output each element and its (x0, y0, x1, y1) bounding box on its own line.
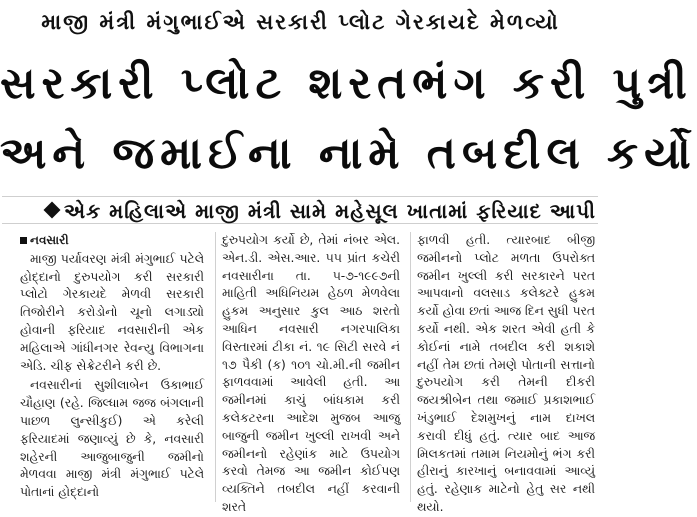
column-1 (20, 232, 204, 502)
column-3-paragraph-1: ફાળવી હતી. ત્યારબાદ બીજી જમીનનો પ્લોટ મળતા ઉપરોક્ત જમીન ખુલ્લી કરી સરકારને પરત આપવાનો વલસાડ કલેક્ટરે હુકમ કર્યો હોવા છતાં આજ દિન સુધી પરત કર્યો નથી. એક શરત એવી હતી કે કોઈનાં નામે તબદીલ કરી શકાશે નહીં તેમ છતાં તેમણે પોતાની સત્તાનો દુરુપયોગ કરી તેમની દીકરી જયશ્રીબેન તથા જમાઈ પ્રકાશભાઈ ખંડુભાઈ દેશમુખનું નામ દાખલ કરાવી દીધું હતું. ત્યાર બાદ આજ મિલકતમાં તમામ નિયમોનું ભંગ કરી હીરાનું કારખાનું બનાવવામાં આવ્યું હતું. રહેણાક માટેનો હેતુ સર નથી થયો. (417, 233, 595, 514)
dateline: નવસારી (20, 232, 69, 250)
column-1-paragraph-1: માજી પર્યાવરણ મંત્રી મંગુભાઈ પટેલે હોદ્દાનો દુરુપયોગ કરી સરકારી પ્લોટો ગેરકાયદે મેળવી સરકારી તિજોરીને કરોડોનો ચૂનો લગાડ્યો હોવાની ફરિયાદ નવસારીની એક મહિલાએ ગાંધીનગર રેવન્યુ વિભાગના એડિ. ચીફ સેક્રેટરીને કરી છે. (20, 251, 204, 373)
kicker-headline: માજી મંત્રી મંગુભાઈએ સરકારી પ્લોટ ગેરકાયદે મેળવ્યો (41, 10, 560, 34)
column-1-paragraph-2: નવસારીનાં સુશીલાબેન ઉકાભાઈ ચૌહાણ (રહે. જિલ્ધામ જજ બંગલાની પાછળ લુન્સીકુઈ) એ કરેલી ફરિયાદમાં જણાવ્યું છે કે, નવસારી શહેરની આજુબાજુની જમીનો મેળવવા માજી મંત્રી મંગુભાઈ પટેલે પોતાનાં હોદ્દાનો (20, 378, 204, 500)
subheadline-bar (2, 196, 598, 224)
article-body (20, 232, 595, 514)
main-headline-line-1: સરકારી પ્લોટ શરતભંગ કરી પુત્રી (0, 58, 693, 109)
column-2-paragraph-1: દુરુપયોગ કર્યો છે, તેમાં નંબર એલ. એન.ડી. એસ.આર. ૫૫ પ્રાંત કચેરી નવસારીના તા. ૫-૭-૧૯૯૭ની માહિતી અધિનિયમ હેઠળ મેળવેલા હુકમ અનુસાર કુલ આઠ શરતો આધિન નવસારી નગરપાલિકા વિસ્તારમાં ટીકા નં. ૧૯ સિટી સરવે નં ૧૭ પૈકી (ક) ૧૦૧ ચો.મી.ની જમીન ફાળવવામાં આવેલી હતી. આ જમીનમાં કાચું બાંધકામ કરી કલેકટરના આદેશ મુજબ આજુ બાજુની જમીન ખુલ્લી રાખવી અને જમીનનો રહેણાંક માટે ઉપયોગ કરવો તેમજ આ જમીન કોઈપણ વ્યક્તિને તબદીલ નહીં કરવાની શરતે (222, 233, 400, 514)
main-headline-line-2: અને જમાઈના નામે તબદીલ કર્યો (0, 128, 697, 179)
column-3 (410, 232, 595, 514)
diamond-bullet-icon (44, 202, 61, 219)
subheadline: એક મહિલાએ માજી મંત્રી સામે મહેસૂલ ખાતામાં ફરિયાદ આપી (64, 199, 596, 223)
column-2 (215, 232, 400, 514)
